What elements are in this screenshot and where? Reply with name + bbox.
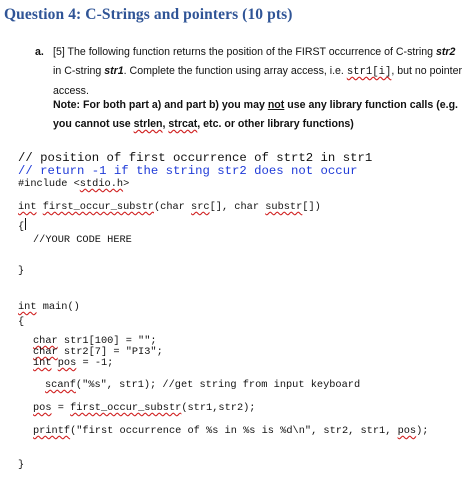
- code-printf-line: [33, 425, 428, 437]
- scanf-fn: scanf: [45, 379, 76, 391]
- assign-pos: pos: [33, 402, 52, 414]
- decl3-rest: = -1;: [76, 357, 114, 369]
- part-a-marker: a.: [35, 46, 44, 58]
- note-fn-strcat: strcat: [168, 118, 198, 130]
- sig-int: int: [18, 201, 37, 213]
- decl1-char: char: [33, 335, 58, 347]
- code-placeholder: //YOUR CODE HERE: [33, 234, 132, 246]
- note-text-3: , etc. or other library functions): [197, 118, 354, 130]
- decl2-char: char: [33, 346, 58, 358]
- text-cursor: [25, 218, 26, 230]
- part-a-str1: str1: [104, 65, 124, 77]
- part-a-str2: str2: [435, 46, 456, 58]
- code-close-brace-1: }: [18, 265, 25, 277]
- code-function-signature: [18, 201, 321, 213]
- decl3-pos: pos: [57, 357, 77, 369]
- note-text-2: use any library function calls (e.g. you cannot use: [53, 99, 458, 130]
- part-a-text-4: , but no pointer access.: [53, 65, 463, 97]
- include-lib: stdio.h: [79, 178, 124, 190]
- code-open-brace-2: {: [18, 316, 25, 328]
- printf-fn: printf: [33, 425, 71, 437]
- code-decl-pos: [33, 357, 113, 369]
- code-assign-line: [33, 402, 255, 414]
- part-a-text-3: . Complete the function using array access, i.e.: [123, 65, 347, 77]
- sig-part-3: []): [302, 201, 321, 213]
- code-close-brace-2: }: [18, 459, 25, 471]
- code-main-signature: [18, 301, 80, 313]
- printf-pos: pos: [397, 425, 417, 437]
- note-not: not: [267, 99, 285, 111]
- note-sep: ,: [162, 118, 169, 130]
- part-a-text-2: in C-string: [53, 65, 105, 77]
- sig-part-1: (char: [153, 201, 192, 213]
- assign-eq: =: [51, 402, 71, 414]
- code-open-brace-1[interactable]: [18, 218, 26, 233]
- code-include: [18, 178, 129, 190]
- part-a-code: str1[i]: [346, 66, 392, 78]
- question-title: Question 4: C-Strings and pointers (10 pts): [4, 6, 293, 23]
- code-comment-1: // position of first occurrence of strt2 in str1: [18, 151, 373, 165]
- main-rest: main(): [36, 301, 80, 313]
- sig-substr: substr: [265, 201, 303, 213]
- assign-fn: first_occur_substr: [70, 402, 182, 414]
- printf-rest: ("first occurrence of %s in %s is %d\n", str2, str1,: [70, 425, 398, 437]
- sig-part-2: [], char: [209, 201, 266, 213]
- include-directive: #include <: [18, 178, 80, 190]
- include-close: >: [123, 178, 130, 190]
- note-text-1: Note: For both part a) and part b) you may: [53, 99, 268, 111]
- sig-fn-name: first_occur_substr: [42, 201, 154, 213]
- code-scanf-line: [45, 379, 360, 391]
- code-comment-2: // return -1 if the string str2 does not occur: [18, 164, 358, 178]
- sig-src: src: [191, 201, 210, 213]
- open-brace-1: {: [18, 221, 25, 233]
- scanf-rest: ("%s", str1); //get string from input keyboard: [75, 379, 361, 391]
- main-int: int: [18, 301, 37, 313]
- part-a-text-1: [5] The following function returns the position of the FIRST occurrence of C-string: [53, 46, 436, 58]
- assign-rest: (str1,str2);: [181, 402, 256, 414]
- decl2-rest: str2[7] = "PI3";: [57, 346, 163, 358]
- printf-end: );: [416, 425, 429, 437]
- note-fn-strlen: strlen: [133, 118, 163, 130]
- decl1-rest: str1[100] = "";: [57, 335, 157, 347]
- decl3-int: int: [33, 357, 52, 369]
